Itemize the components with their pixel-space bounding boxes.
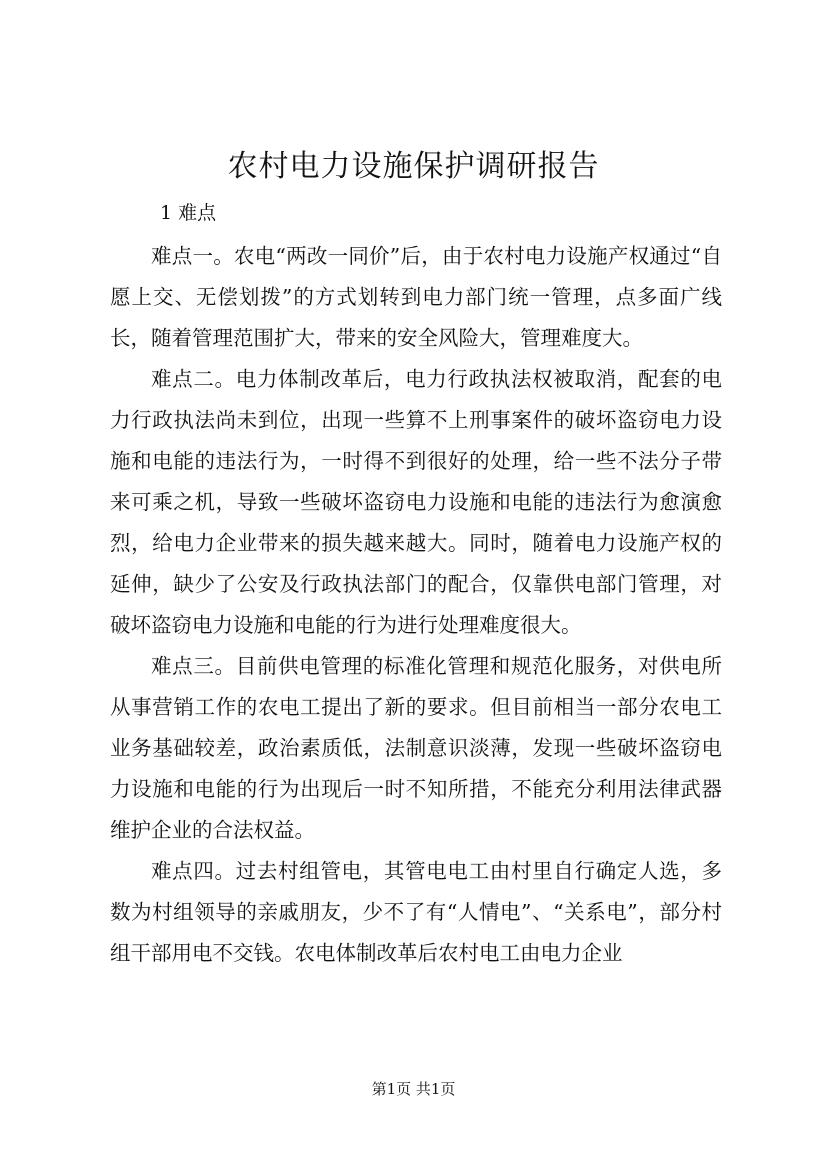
document-title: 农村电力设施保护调研报告 xyxy=(227,149,600,184)
paragraph-difficulty-2: 难点二。电力体制改革后，电力行政执法权被取消，配套的电力行政执法尚未到位，出现一些算不上刑事案件的破坏盗窃电力设施和电能的违法行为，一时得不到很好的处理，给一些不法分子带来可乘之机，导致一些破坏盗窃电力设施和电能的违法行为愈演愈烈，给电力企业带来的损失越来越大。同时，随着电力设施产权的延伸，缺少了公安及行政执法部门的配合，仅靠供电部门管理，对破坏盗窃电力设施和电能的行为进行处理难度很大。 xyxy=(110,367,722,637)
section-heading: 1 难点 xyxy=(160,202,217,224)
paragraph-difficulty-3: 难点三。目前供电管理的标准化管理和规范化服务，对供电所从事营销工作的农电工提出了新的要求。但目前相当一部分农电工业务基础较差，政治素质低，法制意识淡薄，发现一些破坏盗窃电力设施和电能的行为出现后一时不知所措，不能充分利用法律武器维护企业的合法权益。 xyxy=(110,654,722,842)
paragraph-difficulty-1: 难点一。农电“两改一同价”后，由于农村电力设施产权通过“自愿上交、无偿划拨”的方式划转到电力部门统一管理，点多面广线长，随着管理范围扩大，带来的安全风险大，管理难度大。 xyxy=(110,244,722,350)
page-footer: 第1页 共1页 xyxy=(371,1080,456,1098)
paragraph-difficulty-4: 难点四。过去村组管电，其管电电工由村里自行确定人选，多数为村组领导的亲戚朋友，少不了有“人情电”、“关系电”，部分村组干部用电不交钱。农电体制改革后农村电工由电力企业 xyxy=(110,859,722,965)
document-body xyxy=(110,236,722,974)
